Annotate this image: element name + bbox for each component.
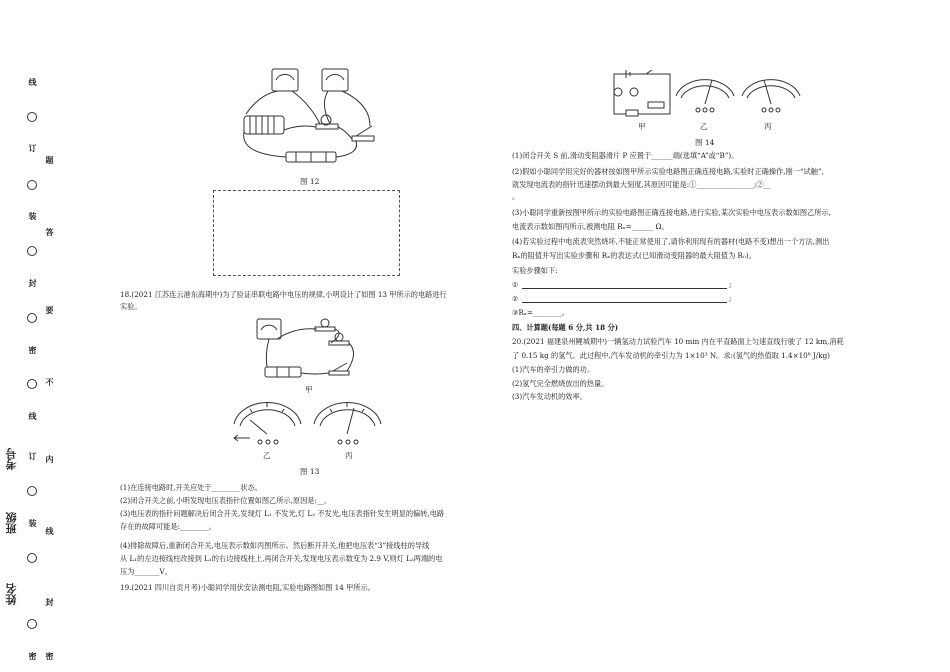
binding-hole [27,313,37,323]
binding-char: 密 [45,652,55,660]
binding-char: 封 [45,598,55,606]
binding-char: 要 [45,306,55,314]
q19-part2-line1: (2)假如小聪同学用完好的器材按如图甲所示实验电路图正确连接电路,实验时正确操作,刚一“试触”, [512,167,824,176]
binding-char: 订 [28,144,38,152]
figure-13-jia-label: 甲 [305,385,313,394]
binding-char: 密 [28,346,38,354]
q18-stem-line2: 实验。 [120,302,142,311]
answer-box [213,190,400,276]
figure-13-circuit [255,313,365,383]
q18-part3-line1: (3)电压表的指针问题解决后闭合开关,发现灯 L₁ 不发光,灯 L₂ 不发光,电压表指针发生明显的偏转,电路 [120,509,445,518]
binding-char: 线 [28,78,38,86]
q19-part4-line1: (4)若实验过程中电流表突然烧坏,不能正常使用了,请你利用现有的器材(电路不变)想出一个方法,测出 [512,237,830,246]
label-name: 姓名 [5,583,18,605]
figure-14-meter-yi [672,74,738,116]
label-class: 班级 [5,512,18,534]
binding-char: 装 [28,212,38,220]
q20-part2: (2)氢气完全燃烧放出的热量。 [512,379,609,388]
q20-part3: (3)汽车发动机的效率。 [512,392,587,401]
figure-13-yi-label: 乙 [263,451,271,460]
step-1-answer-line [522,288,727,289]
figure-14-yi-label: 乙 [700,122,708,131]
q19-part2-line3: 。 [512,192,520,201]
binding-hole [27,112,37,122]
binding-char: 内 [45,455,55,463]
q18-stem-line1: 18.(2021 江苏连云港东海期中)为了验证串联电路中电压的规律,小明设计了如图 13 甲所示的电路进行 [120,290,447,299]
q19-part3-line1: (3)小聪同学重新按图甲所示的实验电路图正确连接电路,进行实验,某次实验中电压表示数如图乙所示, [512,208,831,217]
steps-label: 实验步骤如下: [512,266,558,275]
q18-part4-line3: 压为_______V。 [120,567,172,576]
step-2: ② [512,294,519,303]
binding-hole [27,180,37,190]
q19-part2-line2: 就发现电流表的指针迅速摆动到最大刻度,其原因可能是:①________________;②__ [512,180,771,189]
binding-char: 答 [45,228,55,236]
binding-hole [27,486,37,496]
figure-12-caption: 图 12 [300,177,320,186]
binding-hole [27,553,37,563]
figure-14-bing-label: 丙 [764,122,772,131]
q18-part3-line2: 存在的故障可能是:________。 [120,522,216,531]
binding-char: 装 [28,519,38,527]
q20-stem-line1: 20.(2021 福建泉州鲤城期中)一辆氢动力试验汽车 10 min 内在平直路面上匀速直线行驶了 12 km,消耗 [512,337,844,346]
figure-12-circuit [230,64,400,172]
step-2-end: ; [729,294,732,303]
q18-part2: (2)闭合开关之前,小明发现电压表指针位置如图乙所示,原因是:__。 [120,496,332,505]
figure-13-meter-yi [230,398,305,448]
binding-char: 不 [45,378,55,386]
binding-hole [27,246,37,256]
binding-char: 线 [28,412,38,420]
figure-13-meter-bing [310,398,385,448]
binding-char: 订 [28,452,38,460]
binding-hole [27,619,37,629]
step-2-answer-line [522,302,727,303]
step-1-end: ; [729,280,732,289]
step-1: ① [512,280,519,289]
binding-char: 题 [45,156,55,164]
step-3: ③Rₓ=________。 [512,308,569,317]
q19-stem: 19.(2021 四川自贡月考)小聪同学用伏安法测电阻,实验电路图如图 14 甲所示。 [120,583,375,592]
q18-part4-line1: (4)排除故障后,重新闭合开关,电压表示数如丙图所示。然后断开开关,他把电压表“3”接线柱的导线 [120,541,430,550]
binding-char: 封 [28,279,38,287]
figure-14-jia-label: 甲 [638,122,646,131]
binding-char: 密 [28,652,38,660]
figure-14-caption: 图 14 [695,138,715,147]
q18-part1: (1)在连接电路时,开关应处于________状态。 [120,483,262,492]
figure-14-circuit [612,70,674,120]
q19-part1: (1)闭合开关 S 前,滑动变阻器滑片 P 应置于______端(选填“A”或“B”)。 [512,151,739,160]
q19-part4-line2: Rₓ的阻值并写出实验步骤和 Rₓ的表达式(已知滑动变阻器的最大阻值为 R₀)。 [512,251,756,260]
q18-part4-line2: 从 L₁的左边接线柱改接到 L₁的右边接线柱上,再闭合开关,发现电压表示数变为 2.9 V,则灯 L₂两端的电 [120,554,443,563]
figure-13-bing-label: 丙 [345,451,353,460]
section-4-heading: 四、计算题(每题 6 分,共 18 分) [512,323,619,332]
q20-part1: (1)汽车的牵引力做的功。 [512,365,595,374]
binding-margin [0,0,60,672]
q19-part3-line2: 电流表示数如图丙所示,被测电阻 Rₓ=______ Ω。 [512,222,669,231]
label-exam-number: 考号 [5,448,18,470]
binding-hole [27,379,37,389]
binding-char: 线 [45,527,55,535]
q20-stem-line2: 了 0.15 kg 的氢气。此过程中,汽车发动机的牵引力为 1×10³ N。求:(氢气的热值取 1.4×10⁸ J/kg) [512,351,830,360]
figure-14-meter-bing [738,74,804,116]
figure-13-caption: 图 13 [300,467,320,476]
